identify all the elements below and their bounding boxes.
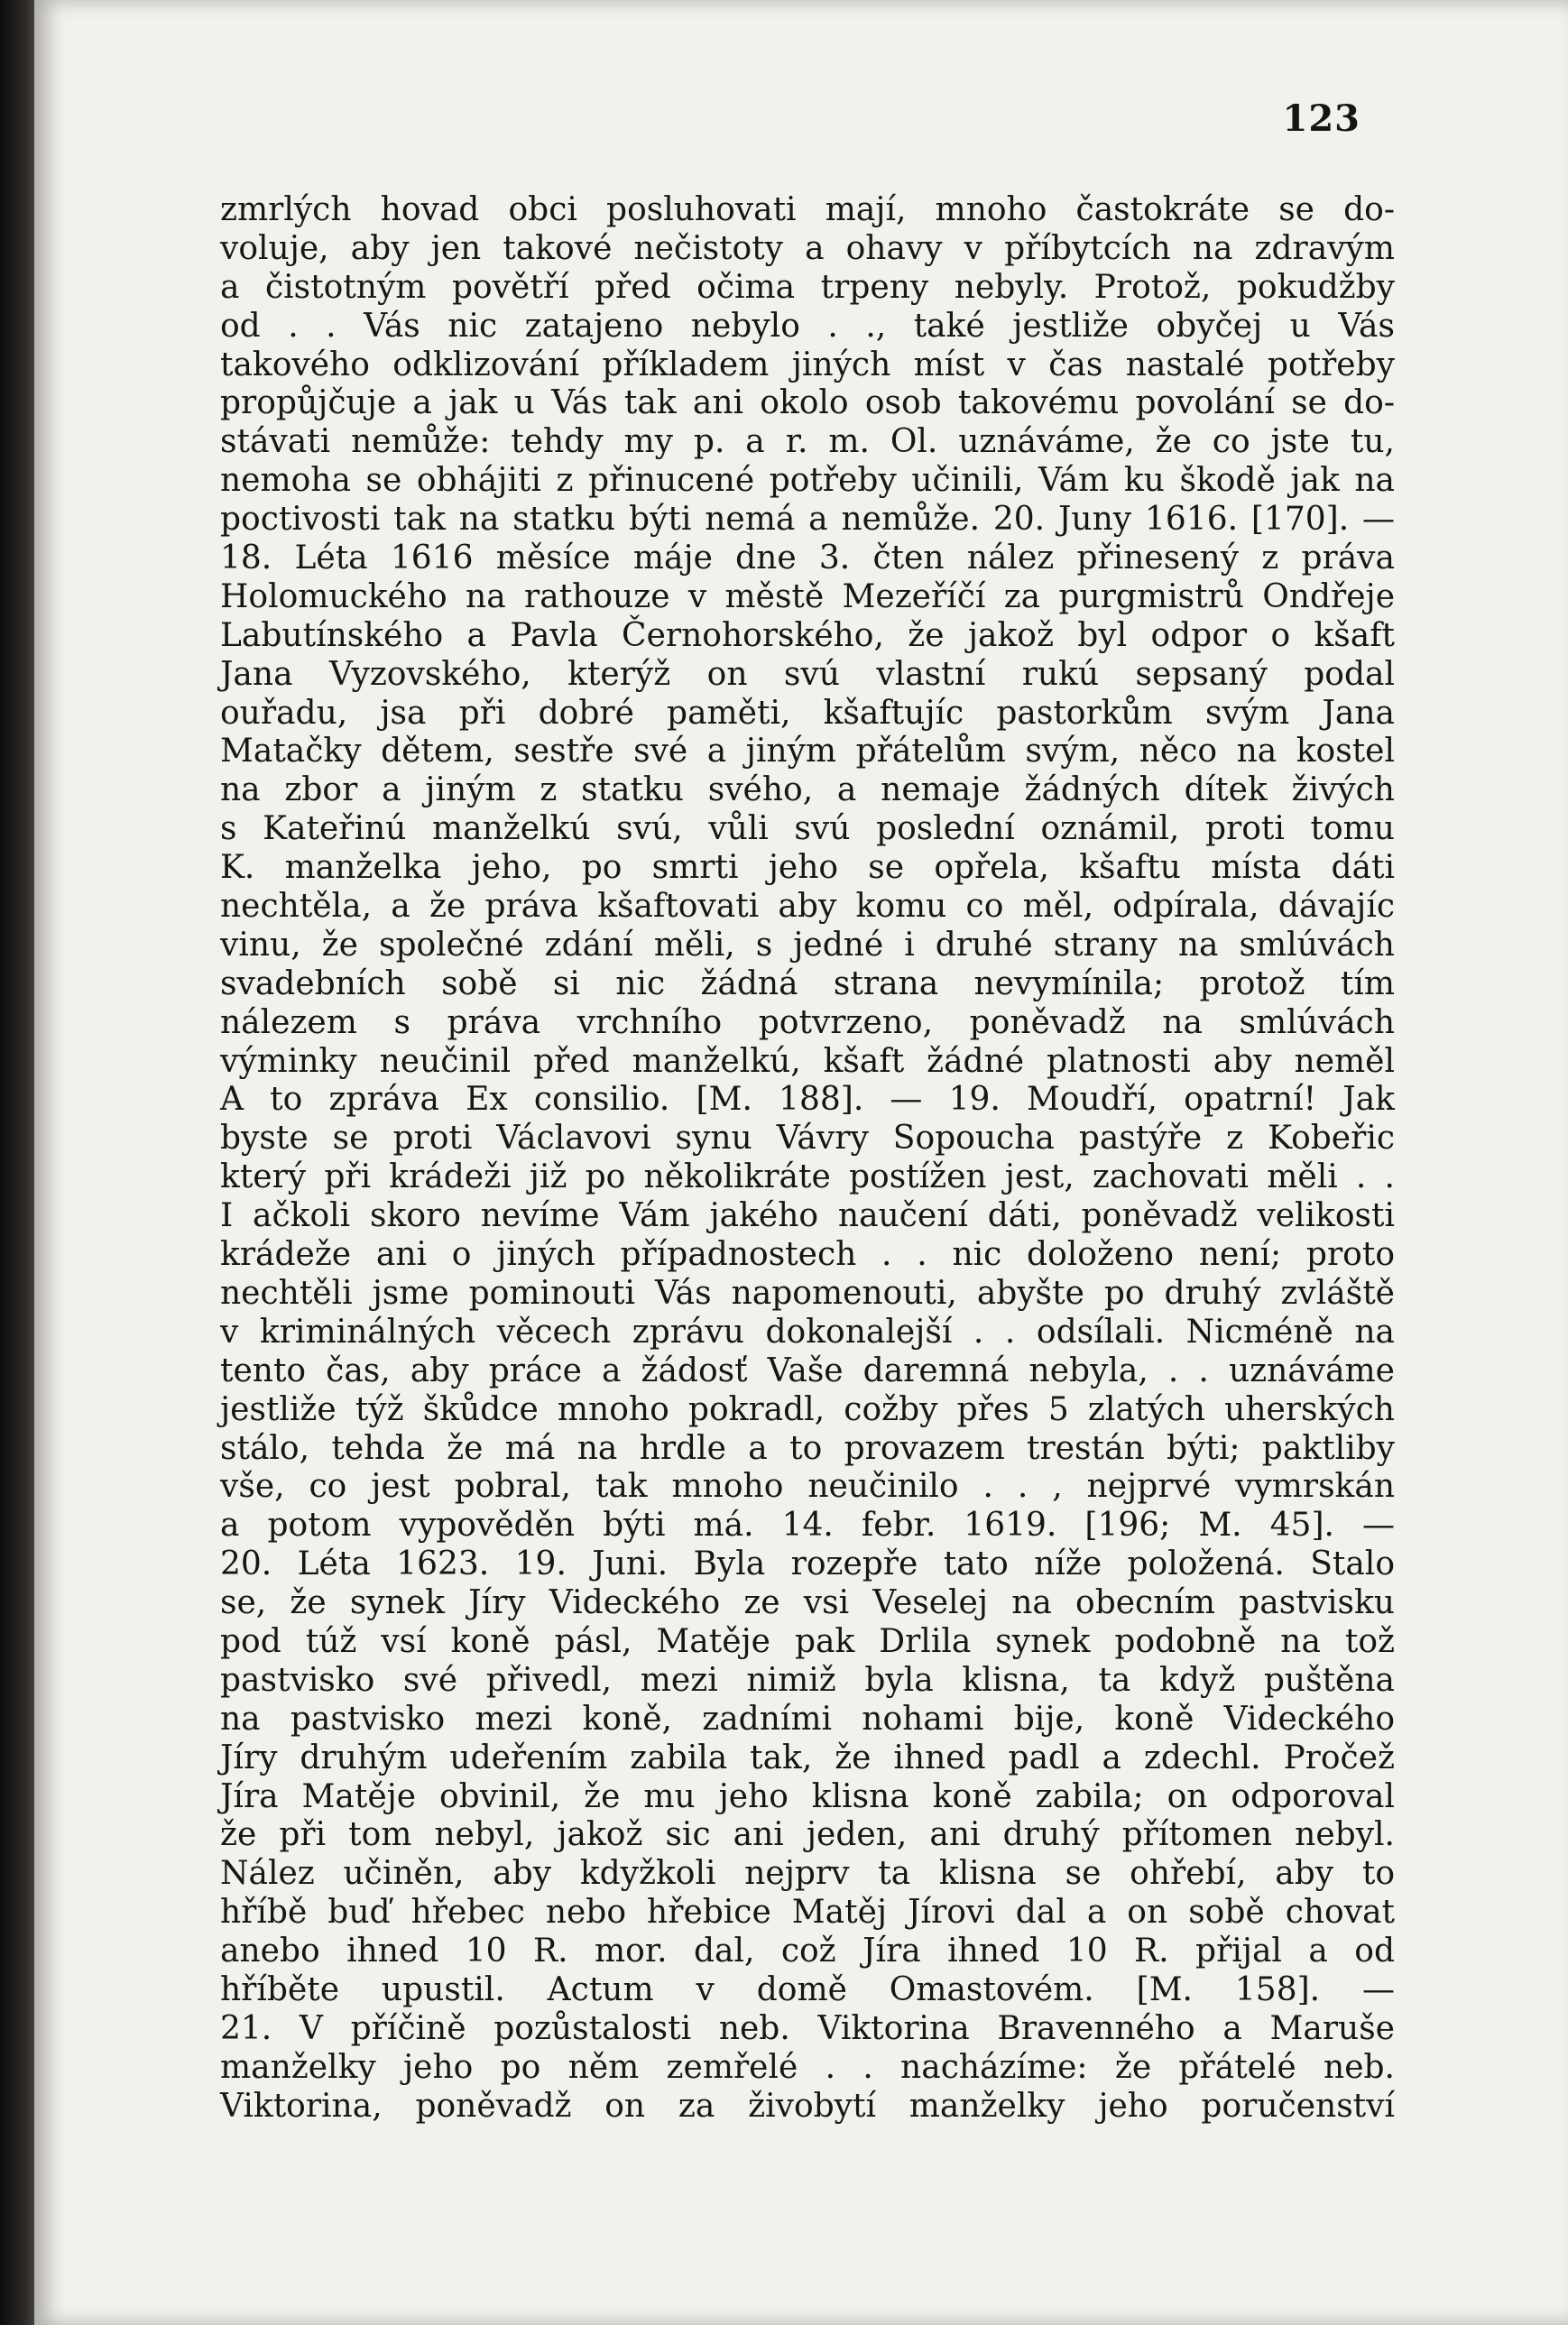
text-line: svadebních sobě si nic žádná strana nevymínila; protož tím	[220, 964, 1395, 1002]
text-line: a čistotným povětří před očima trpeny nebyly. Protož, pokudžby	[220, 268, 1395, 306]
text-line: Labutínského a Pavla Černohorského, že jakož byl odpor o kšaft	[220, 616, 1395, 654]
text-line: Holomuckého na rathouze v městě Mezeříčí za purgmistrů Ondřeje	[220, 577, 1395, 615]
text-line: voluje, aby jen takové nečistoty a ohavy v příbytcích na zdravým	[220, 229, 1395, 267]
text-line: Jíra Matěje obvinil, že mu jeho klisna koně zabila; on odporoval	[220, 1777, 1395, 1815]
text-line: A to zpráva Ex consilio. [M. 188]. — 19. Moudří, opatrní! Jak	[220, 1081, 1395, 1119]
text-line: takového odklizování příkladem jiných míst v čas nastalé potřeby	[220, 346, 1395, 383]
text-line: který při krádeži již po několikráte postížen jest, zachovati měli . .	[220, 1158, 1395, 1196]
text-line: zmrlých hovad obci posluhovati mají, mnoho častokráte se do-	[220, 191, 1395, 228]
text-line: a potom vypověděn býti má. 14. febr. 1619. [196; M. 45]. —	[220, 1507, 1395, 1545]
text-line: nemoha se obhájiti z přinucené potřeby učinili, Vám ku škodě jak na	[220, 462, 1395, 500]
text-line: v kriminálných věcech zprávu dokonalejší . . odsílali. Nicméně na	[220, 1313, 1395, 1351]
text-line: Jíry druhým udeřením zabila tak, že ihned padl a zdechl. Pročež	[220, 1739, 1395, 1776]
text-line: K. manželka jeho, po smrti jeho se opřela, kšaftu místa dáti	[220, 849, 1395, 887]
text-line: nálezem s práva vrchního potvrzeno, poněvadž na smlúvách	[220, 1003, 1395, 1041]
text-line: že při tom nebyl, jakož sic ani jeden, ani druhý přítomen nebyl.	[220, 1816, 1395, 1854]
text-line: hříbě buď hřebec nebo hřebice Matěj Jírovi dal a on sobě chovat	[220, 1894, 1395, 1932]
text-line: pastvisko své přivedl, mezi nimiž byla klisna, ta když puštěna	[220, 1661, 1395, 1699]
text-line: hříběte upustil. Actum v domě Omastovém. [M. 158]. —	[220, 1970, 1395, 2008]
text-line: krádeže ani o jiných případnostech . . nic doloženo není; proto	[220, 1236, 1395, 1274]
text-line: pod túž vsí koně pásl, Matěje pak Drlila synek podobně na tož	[220, 1622, 1395, 1660]
text-line: Matačky dětem, sestře své a jiným přátelům svým, něco na kostel	[220, 733, 1395, 770]
text-line: od . . Vás nic zatajeno nebylo . ., také jestliže obyčej u Vás	[220, 307, 1395, 345]
text-line: byste se proti Václavovi synu Vávry Sopoucha pastýře z Kobeřic	[220, 1120, 1395, 1158]
body-text	[220, 191, 1395, 2127]
text-line: Viktorina, poněvadž on za živobytí manželky jeho poručenství	[220, 2087, 1395, 2125]
text-line: vinu, že společné zdání měli, s jedné i druhé strany na smlúvách	[220, 926, 1395, 964]
text-line: výminky neučinil před manželkú, kšaft žádné platnosti aby neměl	[220, 1042, 1395, 1080]
text-line: se, že synek Jíry Videckého ze vsi Veselej na obecním pastvisku	[220, 1584, 1395, 1622]
text-line: vše, co jest pobral, tak mnoho neučinilo . . , nejprvé vymrskán	[220, 1468, 1395, 1506]
text-line: tento čas, aby práce a žádosť Vaše daremná nebyla, . . uznáváme	[220, 1352, 1395, 1389]
text-line: stálo, tehda že má na hrdle a to provazem trestán býti; paktliby	[220, 1429, 1395, 1467]
text-line: nechtěli jsme pominouti Vás napomenouti, abyšte po druhý zvláště	[220, 1274, 1395, 1312]
text-line: stávati nemůže: tehdy my p. a r. m. Ol. uznáváme, že co jste tu,	[220, 423, 1395, 461]
text-line: s Kateřinú manželkú svú, vůli svú poslední oznámil, proti tomu	[220, 810, 1395, 848]
text-line: Nález učiněn, aby kdyžkoli nejprv ta klisna se ohřebí, aby to	[220, 1855, 1395, 1893]
binding-edge	[0, 0, 34, 2325]
text-line: Jana Vyzovského, kterýž on svú vlastní rukú sepsaný podal	[220, 655, 1395, 693]
text-line: ouřadu, jsa při dobré paměti, kšaftujíc pastorkům svým Jana	[220, 694, 1395, 732]
text-line: anebo ihned 10 R. mor. dal, což Jíra ihned 10 R. přijal a od	[220, 1933, 1395, 1970]
text-line: 18. Léta 1616 měsíce máje dne 3. čten nález přinesený z práva	[220, 540, 1395, 577]
text-line: 21. V příčině pozůstalosti neb. Viktorina Bravenného a Maruše	[220, 2009, 1395, 2047]
text-line: na zbor a jiným z statku svého, a nemaje žádných dítek živých	[220, 771, 1395, 809]
text-line: jestliže týž škůdce mnoho pokradl, cožby přes 5 zlatých uherských	[220, 1390, 1395, 1428]
text-line: manželky jeho po něm zemřelé . . nacházíme: že přátelé neb.	[220, 2048, 1395, 2086]
text-line: I ačkoli skoro nevíme Vám jakého naučení dáti, poněvadž velikosti	[220, 1197, 1395, 1235]
book-page	[34, 0, 1568, 2325]
text-line: 20. Léta 1623. 19. Juni. Byla rozepře tato níže položená. Stalo	[220, 1545, 1395, 1583]
page-number: 123	[1282, 97, 1360, 140]
text-line: poctivosti tak na statku býti nemá a nemůže. 20. Juny 1616. [170]. —	[220, 501, 1395, 539]
text-line: nechtěla, a že práva kšaftovati aby komu co měl, odpírala, dávajíc	[220, 888, 1395, 926]
text-line: propůjčuje a jak u Vás tak ani okolo osob takovému povolání se do-	[220, 384, 1395, 422]
text-line: na pastvisko mezi koně, zadními nohami bije, koně Videckého	[220, 1700, 1395, 1738]
